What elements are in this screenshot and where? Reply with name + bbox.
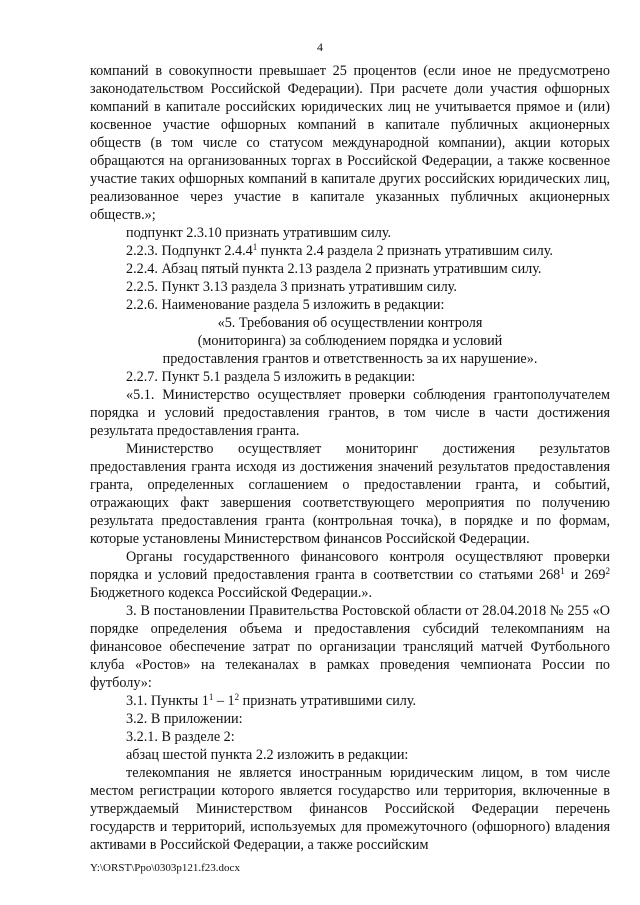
- superscript: 1: [252, 242, 258, 252]
- paragraph-2-2-4: 2.2.4. Абзац пятый пункта 2.13 раздела 2 признать утратившим силу.: [126, 261, 542, 277]
- paragraph-2-2-5: 2.2.5. Пункт 3.13 раздела 3 признать утратившим силу.: [126, 279, 457, 295]
- text-fragment: – 1: [213, 693, 235, 709]
- section-heading-line-3: предоставления грантов и ответственность за их нарушение».: [162, 351, 538, 367]
- section-heading-line-1: «5. Требования об осуществлении контроля: [217, 315, 483, 331]
- superscript: 1: [208, 692, 214, 702]
- text-fragment: Органы государственного финансового контроля осуществляют проверки порядка и условий предоставления гранта в соответствии со статьями 268: [90, 549, 610, 583]
- document-body: [90, 62, 610, 854]
- paragraph-3-resolution: 3. В постановлении Правительства Ростовской области от 28.04.2018 № 255 «О порядке определения объема и предоставления субсидий телекомпаниям на финансовое обеспечение затрат по организации трансляций матчей Футбольного клуба «Ростов» на телеканалах в рамках проведения чемпионата России по футболу»:: [90, 603, 610, 691]
- paragraph-monitoring: Министерство осуществляет мониторинг достижения результатов предоставления гранта исходя из достижения значений результатов предоставления гранта, определенных соглашением о предоставлении гранта, и событий, отражающих факт завершения соответствующего мероприятия по получению результата предоставления гранта (контрольная точка), в порядке и по формам, которые установлены Министерством финансов Российской Федерации.: [90, 441, 610, 547]
- page-number: 4: [317, 40, 323, 54]
- paragraph-5-1: «5.1. Министерство осуществляет проверки соблюдения грантополучателем порядка и условий предоставления грантов, в том числе в части достижения результата предоставления гранта.: [90, 387, 610, 439]
- paragraph-abzac-shestoy: абзац шестой пункта 2.2 изложить в редакции:: [126, 747, 409, 763]
- section-heading-line-2: (мониторинга) за соблюдением порядка и условий: [197, 333, 503, 349]
- paragraph-financial-control: [90, 548, 610, 602]
- paragraph-subpoint-2-3-10: подпункт 2.3.10 признать утратившим силу.: [126, 225, 392, 241]
- paragraph-telecompany: телекомпания не является иностранным юридическим лицом, в том числе местом регистрации которого является государство или территория, включенные в утверждаемый Министерством финансов Российской Федерации перечень государств и территорий, используемых для промежуточного (офшорного) владения активами в Российской Федерации, а также российским: [90, 765, 610, 853]
- paragraph-3-2: 3.2. В приложении:: [126, 711, 243, 727]
- text-fragment: 2.2.3. Подпункт 2.4.4: [126, 243, 253, 259]
- paragraph-2-2-7: 2.2.7. Пункт 5.1 раздела 5 изложить в редакции:: [126, 369, 416, 385]
- superscript: 2: [605, 566, 611, 576]
- text-fragment: Бюджетного кодекса Российской Федерации.».: [90, 585, 373, 601]
- paragraph-3-2-1: 3.2.1. В разделе 2:: [126, 729, 235, 745]
- superscript: 1: [560, 566, 565, 576]
- superscript: 2: [234, 692, 240, 702]
- text-fragment: и 269: [564, 567, 606, 583]
- text-fragment: признать утратившими силу.: [239, 693, 417, 709]
- paragraph-offshore-continuation: компаний в совокупности превышает 25 процентов (если иное не предусмотрено законодательством Российской Федерации). При расчете доли участия офшорных компаний в капитале российских юридических лиц не учитывается прямое и (или) косвенное участие офшорных компаний в капитале публичных акционерных обществ (в том числе со статусом международной компании), акции которых обращаются на организованных торгах в Российской Федерации, а также косвенное участие таких офшорных компаний в капитале других российских юридических лиц, реализованное через участие в капитале указанных публичных акционерных обществ.»;: [90, 63, 610, 223]
- paragraph-2-2-6: 2.2.6. Наименование раздела 5 изложить в редакции:: [126, 297, 445, 313]
- paragraph-3-1: [90, 692, 610, 710]
- paragraph-2-2-3: [90, 242, 610, 260]
- text-fragment: 3.1. Пункты 1: [126, 693, 209, 709]
- file-path-footer: Y:\ORST\Ppo\0303p121.f23.docx: [90, 862, 240, 874]
- text-fragment: пункта 2.4 раздела 2 признать утратившим силу.: [257, 243, 553, 259]
